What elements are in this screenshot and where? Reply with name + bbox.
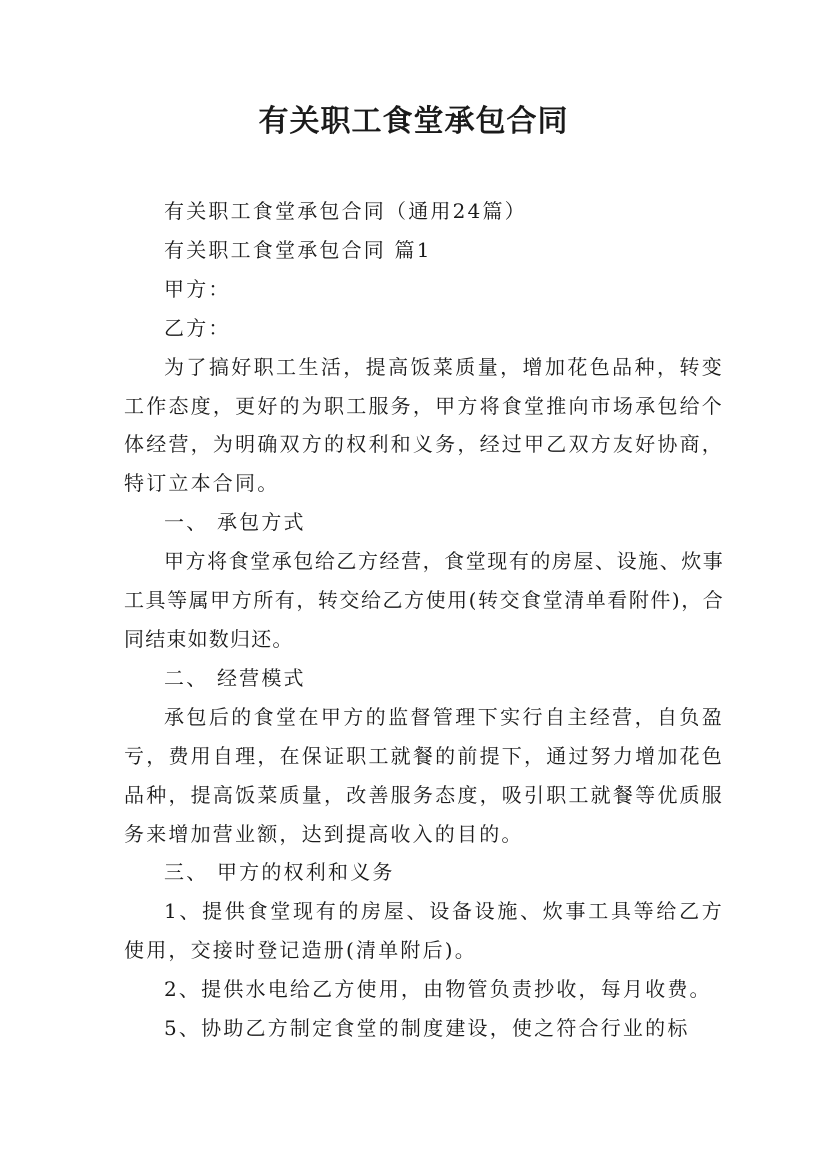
paragraph-party-b: 乙方： [164, 315, 231, 340]
section-heading-3: 三、 甲方的权利和义务 [164, 860, 395, 885]
paragraph-section-1: 甲方将食堂承包给乙方经营，食堂现有的房屋、设施、炊事工具等属甲方所有，转交给乙方使用(转交食堂清单看附件)，合同结束如数归还。 [124, 549, 724, 651]
paragraph-chapter-heading: 有关职工食堂承包合同 篇1 [164, 237, 432, 262]
paragraph-subtitle: 有关职工食堂承包合同（通用24篇） [164, 199, 527, 223]
section-heading-2: 二、 经营模式 [164, 665, 306, 690]
document-body [124, 192, 724, 1048]
document-title: 有关职工食堂承包合同 [258, 104, 569, 139]
list-item-5: 5、协助乙方制定食堂的制度建设，使之符合行业的标 [164, 1016, 690, 1041]
paragraph-preamble: 为了搞好职工生活，提高饭菜质量，增加花色品种，转变工作态度，更好的为职工服务，甲方将食堂推向市场承包给个体经营，为明确双方的权利和义务，经过甲乙双方友好协商，特订立本合同。 [124, 354, 724, 496]
list-item-1: 1、提供食堂现有的房屋、设备设施、炊事工具等给乙方使用，交接时登记造册(清单附后)。 [124, 899, 724, 963]
section-heading-1: 一、 承包方式 [164, 510, 306, 535]
paragraph-section-2: 承包后的食堂在甲方的监督管理下实行自主经营，自负盈亏，费用自理，在保证职工就餐的前提下，通过努力增加花色品种，提高饭菜质量，改善服务态度，吸引职工就餐等优质服务来增加营业额，达到提高收入的目的。 [124, 704, 724, 846]
paragraph-party-a: 甲方： [164, 276, 231, 301]
list-item-2: 2、提供水电给乙方使用，由物管负责抄收，每月收费。 [164, 977, 712, 1002]
